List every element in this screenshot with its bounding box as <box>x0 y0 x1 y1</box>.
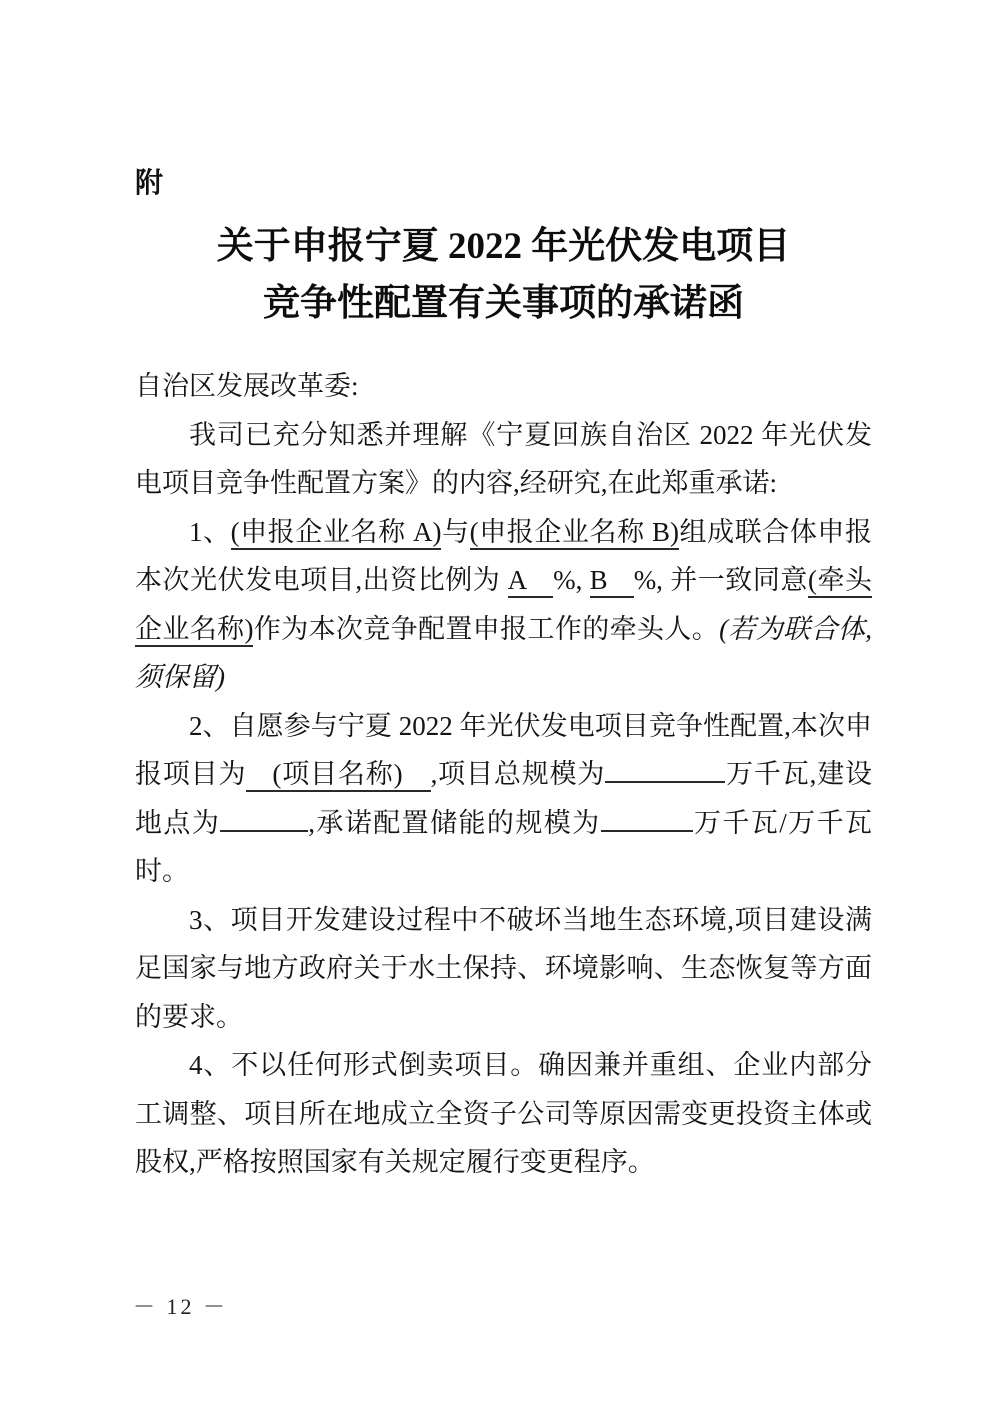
total-scale-blank-field <box>605 753 725 783</box>
item-1-percent-2: %, 并一致同意 <box>633 565 808 595</box>
item-1-text-2: 作为本次竞争配置申报工作的牵头人。 <box>253 613 720 644</box>
item-2-paragraph <box>135 702 872 896</box>
item-2-text-2: ,承诺配置储能的规模为 <box>308 807 601 838</box>
item-2-unit-1: 万千瓦,建设地点为 <box>135 759 873 838</box>
page-number: － 12 － <box>133 1294 229 1319</box>
item-1-number: 1、 <box>189 516 231 547</box>
salutation: 自治区发展改革委: <box>135 371 359 401</box>
item-1-percent-1: %, <box>553 565 590 595</box>
item-2-lead: 2、自愿参与宁夏 2022 年光伏发电项目竞争性配置,本次申报项目为 <box>135 710 872 789</box>
location-blank-field <box>220 801 308 831</box>
attachment-label: 附 <box>135 168 164 199</box>
ratio-a-blank: A <box>508 565 554 598</box>
storage-scale-blank-field <box>601 801 693 831</box>
intro-paragraph: 我司已充分知悉并理解《宁夏回族自治区 2022 年光伏发电项目竞争性配置方案》的内容,经研究,在此郑重承诺: <box>135 419 872 498</box>
ratio-b-blank: B <box>590 565 634 598</box>
item-2-unit-2: 万千瓦/万千瓦时。 <box>135 807 872 886</box>
item-2-text-1: ,项目总规模为 <box>430 759 606 789</box>
title-line-2: 竞争性配置有关事项的承诺函 <box>263 283 744 324</box>
project-name-blank: (项目名称) <box>246 759 430 792</box>
item-1-conjunction: 与 <box>441 516 470 547</box>
item-3-paragraph: 3、项目开发建设过程中不破坏当地生态环境,项目建设满足国家与地方政府关于水土保持、环境影响、生态恢复等方面的要求。 <box>135 904 872 1032</box>
document-title <box>135 218 872 332</box>
item-1-italic-note: (若为联合体,须保留) <box>135 613 873 692</box>
lead-enterprise-blank: (牵头企业名称) <box>135 565 872 647</box>
item-1-text-1: 组成联合体申报本次光伏发电项目,出资比例为 <box>135 516 873 595</box>
enterprise-a-blank: (申报企业名称 A) <box>231 517 442 550</box>
enterprise-b-blank: (申报企业名称 B) <box>470 517 679 550</box>
item-1-paragraph <box>135 508 872 702</box>
title-line-1: 关于申报宁夏 2022 年光伏发电项目 <box>216 226 791 267</box>
item-4-paragraph: 4、不以任何形式倒卖项目。确因兼并重组、企业内部分工调整、项目所在地成立全资子公司等原因需变更投资主体或股权,严格按照国家有关规定履行变更程序。 <box>135 1050 872 1177</box>
document-body <box>135 362 872 1187</box>
